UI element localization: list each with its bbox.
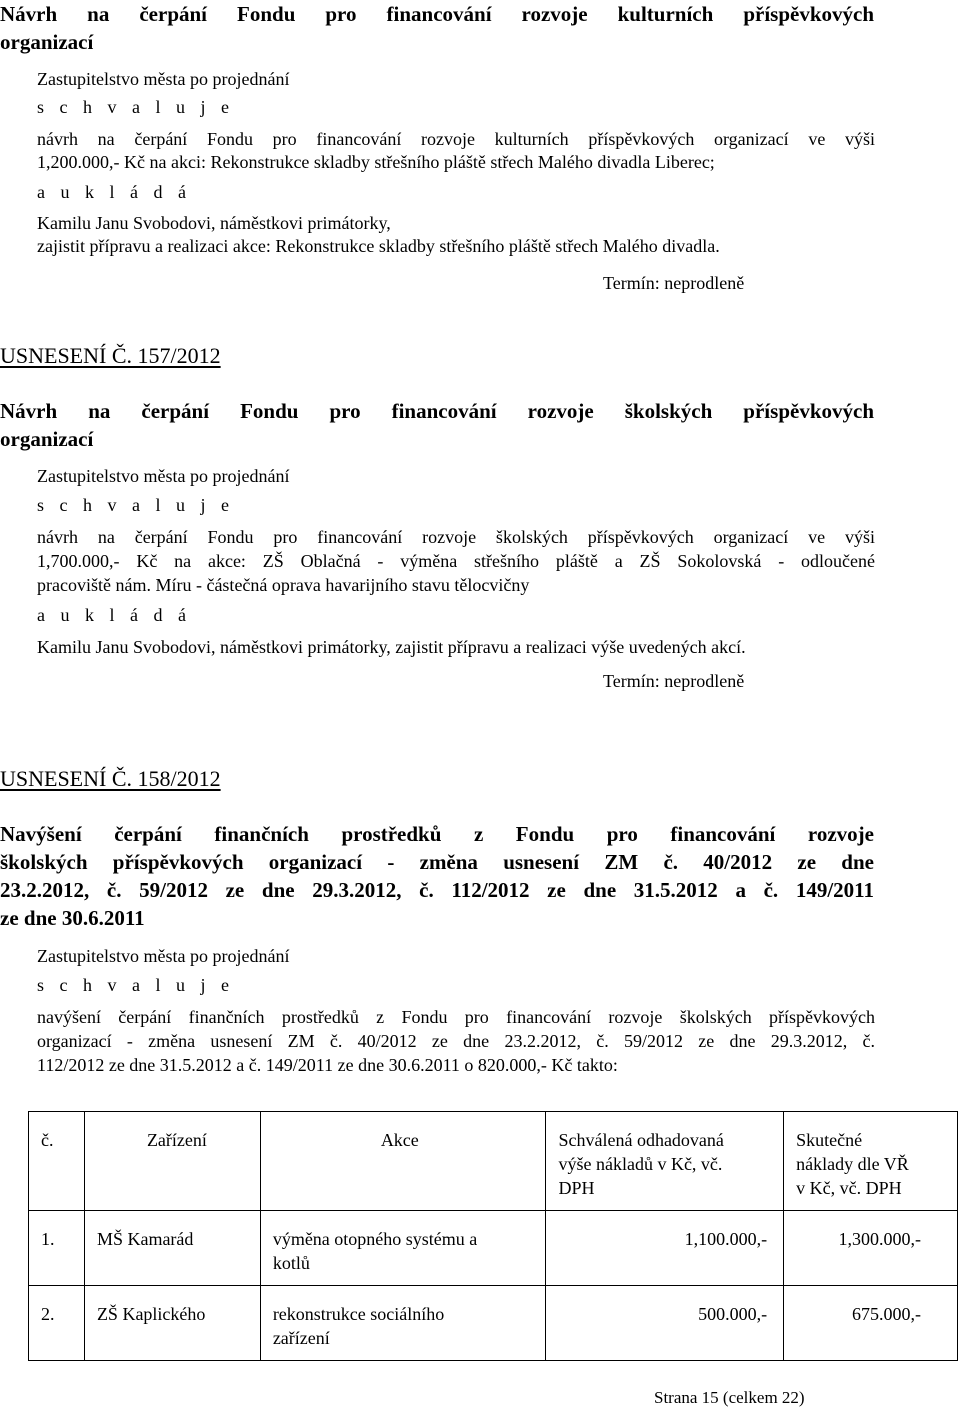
sec156-title-line1: Návrh na čerpání Fondu pro financování rozvoje kulturních příspěvkových: [0, 2, 874, 26]
sec156-title-line2: organizací: [0, 30, 94, 54]
row-no: 2.: [29, 1286, 85, 1361]
table-row: [29, 1211, 958, 1286]
sec158-approves: s c h v a l u j e: [37, 975, 235, 995]
row-actual-cost: 675.000,-: [784, 1286, 958, 1361]
sec157-text-line1: návrh na čerpání Fondu pro financování rozvoje školských příspěvkových organizací ve výši: [37, 527, 875, 547]
sec157-title-line2: organizací: [0, 427, 94, 451]
sec158-council: Zastupitelstvo města po projednání: [37, 946, 290, 966]
row-facility: ZŠ Kaplického: [84, 1286, 260, 1361]
cost-table: [28, 1111, 958, 1361]
sec156-instructs: a u k l á d á: [37, 182, 192, 202]
sec156-instruction-line2: zajistit přípravu a realizaci akce: Rekonstrukce skladby střešního pláště střech Malého divadla.: [37, 236, 720, 256]
row-facility: MŠ Kamarád: [84, 1211, 260, 1286]
header-approved-cost: Schválená odhadovaná výše nákladů v Kč, vč. DPH: [546, 1112, 784, 1211]
sec158-text-line1: navýšení čerpání finančních prostředků z Fondu pro financování rozvoje školských příspěvkových: [37, 1007, 875, 1027]
sec157-approves: s c h v a l u j e: [37, 495, 235, 515]
row-approved-cost: 500.000,-: [546, 1286, 784, 1361]
sec158-title-line4: ze dne 30.6.2011: [0, 906, 145, 930]
sec157-council: Zastupitelstvo města po projednání: [37, 466, 290, 486]
sec157-deadline: Termín: neprodleně: [603, 671, 745, 691]
sec156-text-line2: 1,200.000,- Kč na akci: Rekonstrukce skladby střešního pláště střech Malého divadla Liberec;: [37, 152, 715, 172]
header-actual-cost: Skutečné náklady dle VŘ v Kč, vč. DPH: [784, 1112, 958, 1211]
sec157-text-line3: pracoviště nám. Míru - částečná oprava havarijního stavu tělocvičny: [37, 575, 530, 595]
resolution-158-heading: USNESENÍ Č. 158/2012: [0, 766, 221, 791]
sec156-instruction-line1: Kamilu Janu Svobodovi, náměstkovi primátorky,: [37, 213, 391, 233]
row-action: rekonstrukce sociálního zařízení: [260, 1286, 546, 1361]
row-actual-cost: 1,300.000,-: [784, 1211, 958, 1286]
table-row: [29, 1286, 958, 1361]
sec156-deadline: Termín: neprodleně: [603, 273, 745, 293]
header-action: Akce: [260, 1112, 546, 1211]
resolution-157-heading: USNESENÍ Č. 157/2012: [0, 343, 221, 368]
sec156-text-line1: návrh na čerpání Fondu pro financování rozvoje kulturních příspěvkových organizací ve výši: [37, 129, 875, 149]
sec157-instruction-line1: Kamilu Janu Svobodovi, náměstkovi primátorky, zajistit přípravu a realizaci výše uvedených akcí.: [37, 637, 746, 657]
sec157-text-line2: 1,700.000,- Kč na akce: ZŠ Oblačná - výměna střešního pláště a ZŠ Sokolovská - odloučené: [37, 551, 875, 571]
sec158-title-line3: 23.2.2012, č. 59/2012 ze dne 29.3.2012, č. 112/2012 ze dne 31.5.2012 a č. 149/2011: [0, 878, 874, 902]
row-action: výměna otopného systému a kotlů: [260, 1211, 546, 1286]
header-facility: Zařízení: [84, 1112, 260, 1211]
header-no: č.: [29, 1112, 85, 1211]
row-no: 1.: [29, 1211, 85, 1286]
sec158-text-line2: organizací - změna usnesení ZM č. 40/2012 ze dne 23.2.2012, č. 59/2012 ze dne 29.3.2012, č.: [37, 1031, 875, 1051]
table-header-row: [29, 1112, 958, 1211]
sec156-approves: s c h v a l u j e: [37, 97, 235, 117]
page-number: Strana 15 (celkem 22): [654, 1388, 805, 1407]
sec157-instructs: a u k l á d á: [37, 605, 192, 625]
sec158-title-line2: školských příspěvkových organizací - změna usnesení ZM č. 40/2012 ze dne: [0, 850, 874, 874]
sec156-council: Zastupitelstvo města po projednání: [37, 69, 290, 89]
sec158-title-line1: Navýšení čerpání finančních prostředků z Fondu pro financování rozvoje: [0, 822, 874, 846]
row-approved-cost: 1,100.000,-: [546, 1211, 784, 1286]
sec157-title-line1: Návrh na čerpání Fondu pro financování rozvoje školských příspěvkových: [0, 399, 874, 423]
sec158-text-line3: 112/2012 ze dne 31.5.2012 a č. 149/2011 ze dne 30.6.2011 o 820.000,- Kč takto:: [37, 1055, 618, 1075]
